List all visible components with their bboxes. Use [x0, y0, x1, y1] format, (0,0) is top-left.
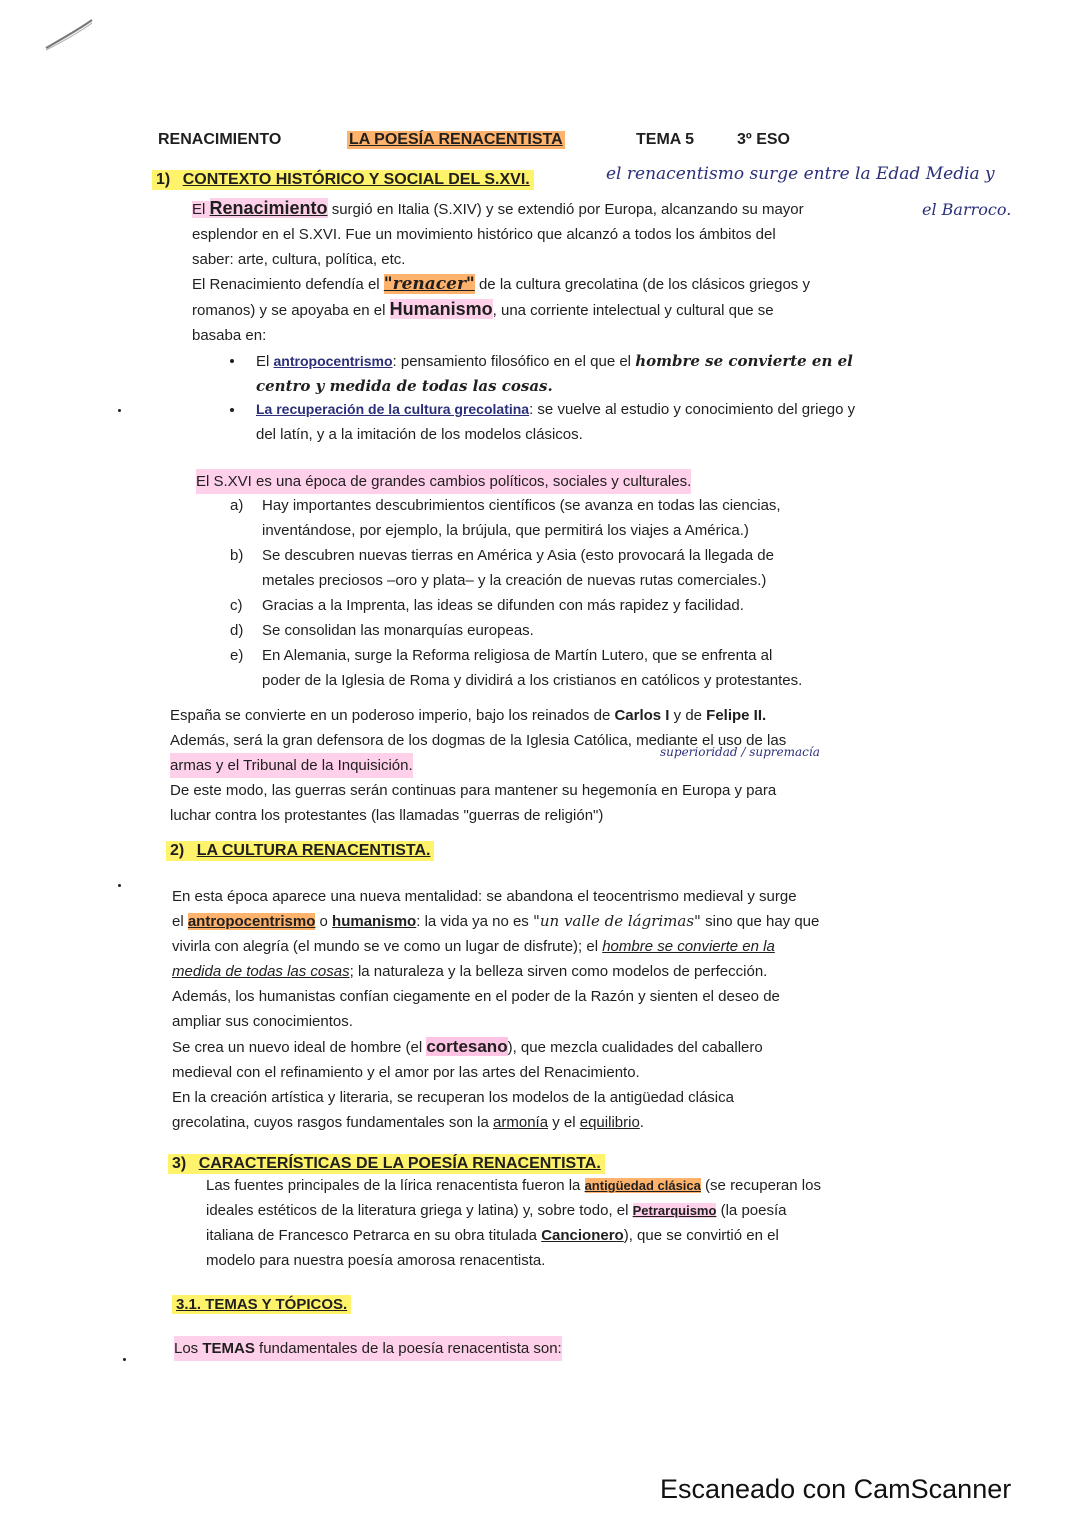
- text: medieval con el refinamiento y el amor por las artes del Renacimiento.: [172, 1064, 640, 1081]
- section-2-number: 2): [170, 842, 185, 859]
- text: ideales estéticos de la literatura griega y latina) y, sobre todo, el: [206, 1202, 633, 1219]
- text: (la poesía: [716, 1202, 787, 1219]
- quote-valle: "un valle de lágrimas": [532, 912, 701, 930]
- pen-mark-icon: [40, 14, 100, 54]
- s3-paragraph: [206, 1173, 906, 1273]
- text: grecolatina, cuyos rasgos fundamentales son la: [172, 1114, 494, 1131]
- s1-changes-list: [230, 493, 910, 693]
- handwritten-note-3: superioridad / supremacía: [660, 745, 820, 759]
- term-recuperacion: La recuperación de la cultura grecolatina: [256, 401, 530, 417]
- term-felipe-ii: Felipe II.: [706, 707, 767, 724]
- text: En la creación artística y literaria, se recuperan los modelos de la antigüedad clásica: [172, 1089, 734, 1106]
- list-item-line: Gracias a la Imprenta, las ideas se difunden con más rapidez y facilidad.: [262, 597, 744, 614]
- term-renacer: "renacer": [383, 274, 475, 294]
- text: el: [172, 913, 188, 930]
- text: modelo para nuestra poesía amorosa renacentista.: [206, 1252, 546, 1269]
- text: y de: [669, 707, 707, 724]
- list-item: [230, 643, 910, 693]
- text: fundamentales de la poesía renacentista son:: [254, 1340, 562, 1357]
- section-3-number: 3): [172, 1155, 187, 1172]
- list-item-line: metales preciosos –oro y plata– y la creación de nuevas rutas comerciales.): [262, 572, 767, 589]
- list-item-line: En Alemania, surge la Reforma religiosa de Martín Lutero, que se enfrenta al: [262, 647, 773, 664]
- text: saber: arte, cultura, política, etc.: [192, 251, 406, 268]
- section-1-title: CONTEXTO HISTÓRICO Y SOCIAL DEL S.XVI.: [182, 171, 530, 188]
- section-1-number: 1): [156, 171, 171, 188]
- term-carlos-i: Carlos I: [614, 707, 670, 724]
- term-humanismo: Humanismo: [389, 299, 493, 319]
- list-item: [230, 593, 910, 618]
- list-item-line: Se consolidan las monarquías europeas.: [262, 622, 534, 639]
- margin-mark: [123, 1358, 126, 1361]
- term-armonia: armonía: [493, 1114, 549, 1131]
- handwritten-note-1: el renacentismo surge entre la Edad Media y: [606, 164, 995, 184]
- bullet-icon: [230, 408, 234, 412]
- text: romanos) y se apoyaba en el: [192, 302, 390, 319]
- text: luchar contra los protestantes (las llamadas "guerras de religión"): [170, 807, 604, 824]
- bullet-icon: [230, 359, 234, 363]
- list-marker: b): [230, 547, 244, 564]
- text: El Renacimiento defendía el: [192, 276, 384, 293]
- section-3-title: CARACTERÍSTICAS DE LA POESÍA RENACENTISTA.: [198, 1155, 601, 1172]
- text: armas y el Tribunal de la Inquisición.: [170, 753, 413, 778]
- list-item-line: inventándose, por ejemplo, la brújula, que permitirá los viajes a América.): [262, 522, 749, 539]
- header-subject: RENACIMIENTO: [158, 131, 282, 148]
- term-temas: TEMAS: [202, 1340, 255, 1357]
- section-1-heading: [152, 170, 534, 190]
- text: ampliar sus conocimientos.: [172, 1013, 353, 1030]
- term-antropocentrismo: antropocentrismo: [273, 353, 393, 369]
- list-marker: c): [230, 597, 243, 614]
- text: ; la naturaleza y la belleza sirven como modelos de perfección.: [349, 963, 768, 980]
- list-item-line: Hay importantes descubrimientos científicos (se avanza en todas las ciencias,: [262, 497, 781, 514]
- text: El: [256, 353, 274, 370]
- s1-paragraph-4: [170, 703, 890, 828]
- scanner-watermark: Escaneado con CamScanner: [660, 1474, 1012, 1504]
- text: ), que mezcla cualidades del caballero: [507, 1039, 763, 1056]
- term-equilibrio: equilibrio: [579, 1114, 640, 1131]
- list-item-line: Se descubren nuevas tierras en América y Asia (esto provocará la llegada de: [262, 547, 774, 564]
- text: : pensamiento filosófico en el que el: [392, 353, 636, 370]
- text: En esta época aparece una nueva mentalidad: se abandona el teocentrismo medieval y surge: [172, 888, 797, 905]
- text: Los: [174, 1340, 203, 1357]
- text: vivirla con alegría (el mundo se ve como un lugar de disfrute); el: [172, 938, 603, 955]
- header-unit: TEMA 5: [636, 131, 695, 148]
- header-level: 3º ESO: [737, 131, 790, 148]
- text: hombre se convierte en el: [635, 352, 853, 370]
- s3-temas-intro: [174, 1336, 562, 1361]
- text: Además, será la gran defensora de los dogmas de la Iglesia Católica, mediante el uso de las: [170, 732, 787, 749]
- term-antropocentrismo-2: antropocentrismo: [187, 913, 316, 930]
- text: de la cultura grecolatina (de los clásicos griegos y: [474, 276, 810, 293]
- text: De este modo, las guerras serán continuas para mantener su hegemonía en Europa y para: [170, 782, 777, 799]
- bullet-antropocentrismo: [256, 349, 906, 399]
- list-item: [230, 618, 910, 643]
- margin-mark: [118, 884, 121, 887]
- text: hombre se convierte en la: [602, 938, 775, 955]
- text: : la vida ya no es: [416, 913, 533, 930]
- text: centro y medida de todas las cosas.: [256, 377, 553, 395]
- s1-paragraph-3: El S.XVI es una época de grandes cambios políticos, sociales y culturales.: [196, 469, 691, 494]
- s2-paragraph: [172, 884, 902, 1135]
- margin-mark: [118, 409, 121, 412]
- text: Las fuentes principales de la lírica renacentista fueron la: [206, 1177, 585, 1194]
- section-2-title: LA CULTURA RENACENTISTA.: [196, 842, 431, 859]
- list-item-line: poder de la Iglesia de Roma y dividirá a los cristianos en católicos y protestantes.: [262, 672, 803, 689]
- text: sino que hay que: [700, 913, 820, 930]
- text: del latín, y a la imitación de los modelos clásicos.: [256, 426, 583, 443]
- term-cortesano: cortesano: [426, 1037, 508, 1056]
- term-cancionero: Cancionero: [541, 1227, 624, 1244]
- list-marker: a): [230, 497, 244, 514]
- term-renacimiento: Renacimiento: [209, 198, 328, 218]
- section-2-heading: [166, 841, 434, 861]
- list-item: [230, 543, 910, 593]
- text: (se recuperan los: [700, 1177, 821, 1194]
- term-antiguedad: antigüedad clásica: [584, 1178, 701, 1193]
- handwritten-note-2: el Barroco.: [922, 200, 1012, 219]
- section-3-heading: [168, 1154, 605, 1174]
- s1-paragraph-2: [192, 272, 902, 348]
- s1-paragraph-1: [192, 196, 902, 272]
- term-humanismo-2: humanismo: [332, 913, 417, 930]
- list-marker: d): [230, 622, 244, 639]
- text: ), que se convirtió en el: [623, 1227, 779, 1244]
- text: Se crea un nuevo ideal de hombre (el: [172, 1039, 427, 1056]
- term-petrarquismo: Petrarquismo: [632, 1203, 717, 1218]
- text: , una corriente intelectual y cultural que se: [492, 302, 774, 319]
- text: surgió en Italia (S.XIV) y se extendió por Europa, alcanzando su mayor: [327, 201, 804, 218]
- text: italiana de Francesco Petrarca en su obra titulada: [206, 1227, 542, 1244]
- text: basaba en:: [192, 327, 267, 344]
- text: esplendor en el S.XVI. Fue un movimiento histórico que alcanzó a todos los ámbitos del: [192, 226, 776, 243]
- bullet-recuperacion: [256, 397, 906, 447]
- text: España se convierte en un poderoso imperio, bajo los reinados de: [170, 707, 615, 724]
- text: El: [192, 201, 210, 218]
- text: o: [315, 913, 333, 930]
- text: medida de todas las cosas: [172, 963, 350, 980]
- text: Además, los humanistas confían ciegamente en el poder de la Razón y sienten el deseo de: [172, 988, 780, 1005]
- text: .: [639, 1114, 644, 1131]
- text: : se vuelve al estudio y conocimiento del griego y: [529, 401, 856, 418]
- subsection-3-1-title: 3.1. TEMAS Y TÓPICOS.: [172, 1295, 351, 1314]
- text: y el: [548, 1114, 580, 1131]
- header-topic: LA POESÍA RENACENTISTA: [349, 131, 563, 148]
- list-item: [230, 493, 910, 543]
- list-marker: e): [230, 647, 244, 664]
